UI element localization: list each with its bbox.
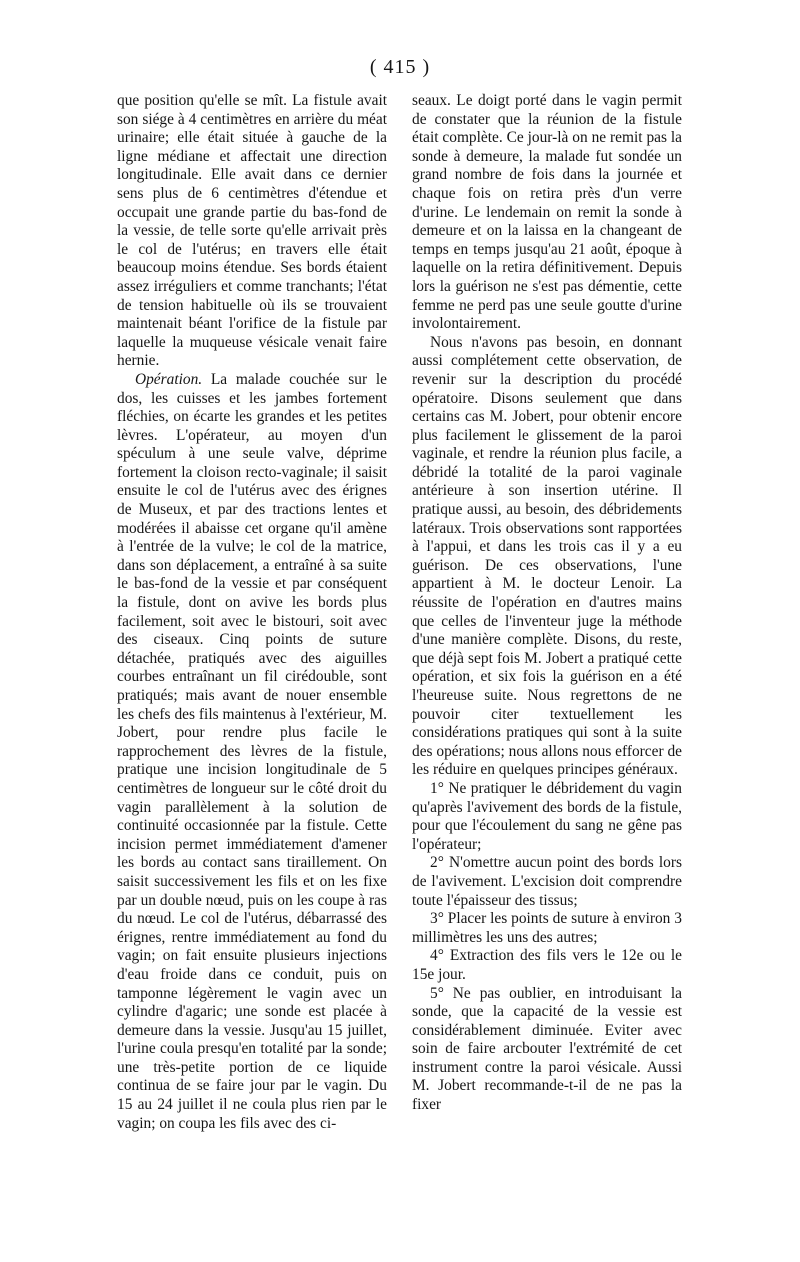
principle-item-3: 3° Placer les points de suture à environ 3 millimètres les uns des autres;: [412, 910, 682, 946]
left-column: [117, 92, 387, 1133]
right-column: [412, 92, 682, 1115]
paragraph-fistula-description: que position qu'elle se mît. La fistule avait son siége à 4 centimètres en arrière du méat urinaire; elle était située à gauche de la ligne médiane et affectait une direction longitudinale. Elle avait dans ce dernier sens plus de 6 centimètres d'étendue et occupait une grande partie du bas-fond de la vessie, de telle sorte qu'elle arrivait près le col de l'utérus; en travers elle était beaucoup moins étendue. Ses bords étaient assez irréguliers et comme tranchants; l'état de tension habituelle où ils se trouvaient maintenait béant l'orifice de la fistule par laquelle la muqueuse vésicale venait faire hernie.: [117, 92, 387, 370]
principle-item-1: 1° Ne pratiquer le débridement du vagin qu'après l'avivement des bords de la fistule, pour que l'écoulement du sang ne gêne pas l'opérateur;: [412, 779, 682, 853]
page-number: ( 415 ): [369, 56, 431, 78]
principle-item-2: 2° N'omettre aucun point des bords lors de l'avivement. L'excision doit comprendre toute l'épaisseur des tissus;: [412, 854, 682, 909]
operation-text: La malade couchée sur le dos, les cuisses et les jambes fortement fléchies, on écarte les grandes et les petites lèvres. L'opérateur, au moyen d'un spéculum à une seule valve, déprime fortement la cloison recto-vaginale; il saisit ensuite le col de l'utérus avec des érignes de Museux, et par des tractions lentes et modérées il abaisse cet organe qu'il amène à l'entrée de la vulve; le col de la matrice, dans son déplacement, a entraîné à sa suite le bas-fond de la vessie et par conséquent la fistule, dont on avive les bords plus facilement, soit avec le bistouri, soit avec des ciseaux. Cinq points de suture détachée, pratiqués avec des aiguilles courbes entraînant un fil cirédouble, sont pratiqués; mais avant de nouer ensemble les chefs des fils maintenus à l'extérieur, M. Jobert, pour rendre plus facile le rapprochement des lèvres de la fistule, pratique une incision longitudinale de 5 centimètres de longueur sur le côté droit du vagin parallèlement à la solution de continuité occasionnée par la fistule. Cette incision permet immédiatement d'amener les bords au contact sans tiraillement. On saisit successivement les fils et on les fixe par un double nœud, puis on les coupe à ras du nœud. Le col de l'utérus, débarrassé des érignes, rentre immédiatement au fond du vagin; on fait ensuite plusieurs injections d'eau froide dans ce conduit, puis on tamponne légèrement le vagin avec un cylindre d'agaric; une sonde est placée à demeure dans la vessie. Jusqu'au 15 juillet, l'urine coula presqu'en totalité par la sonde; une très-petite portion de ce liquide continua de se faire jour par le vagin. Du 15 au 24 juillet il ne coula plus rien par le vagin; on coupa les fils avec des ci-: [117, 370, 387, 1132]
paragraph-healing: seaux. Le doigt porté dans le vagin permit de constater que la réunion de la fistule était complète. Ce jour-là on ne remit pas la sonde à demeure, la malade fut sondée un grand nombre de fois dans la journée et chaque fois on retira près d'un verre d'urine. Le lendemain on remit la sonde à demeure et on la laissa en la changeant de temps en temps jusqu'au 21 août, époque à laquelle on la retira définitivement. Depuis lors la guérison ne s'est pas démentie, cette femme ne perd pas une seule goutte d'urine involontairement.: [412, 92, 682, 333]
principle-item-5: 5° Ne pas oublier, en introduisant la sonde, que la capacité de la vessie est considérablement diminuée. Eviter avec soin de faire arcbouter l'extrémité de cet instrument contre la paroi vésicale. Aussi M. Jobert recommande-t-il de ne pas la fixer: [412, 984, 682, 1114]
paragraph-operation: [117, 371, 387, 1133]
principle-item-4: 4° Extraction des fils vers le 12e ou le 15e jour.: [412, 947, 682, 983]
operation-heading: Opération.: [135, 370, 203, 388]
paragraph-commentary: Nous n'avons pas besoin, en donnant aussi complétement cette observation, de revenir sur la description du procédé opératoire. Disons seulement que dans certains cas M. Jobert, pour obtenir encore plus facilement le glissement de la paroi vaginale, et rendre la réunion plus facile, a débridé la totalité de la paroi vaginale antérieure à son insertion utérine. Il pratique aussi, au besoin, des débridements latéraux. Trois observations sont rapportées à l'appui, et dans les trois cas il y a eu guérison. De ces observations, l'une appartient à M. le docteur Lenoir. La réussite de l'opération en d'autres mains que celles de l'inventeur juge la méthode d'une manière complète. Disons, du reste, que déjà sept fois M. Jobert a pratiqué cette opération, et six fois la guérison en a été l'heureuse suite. Nous regrettons de ne pouvoir citer textuellement les considérations pratiques qui sont à la suite des opérations; nous allons nous efforcer de les réduire en quelques principes généraux.: [412, 333, 682, 779]
